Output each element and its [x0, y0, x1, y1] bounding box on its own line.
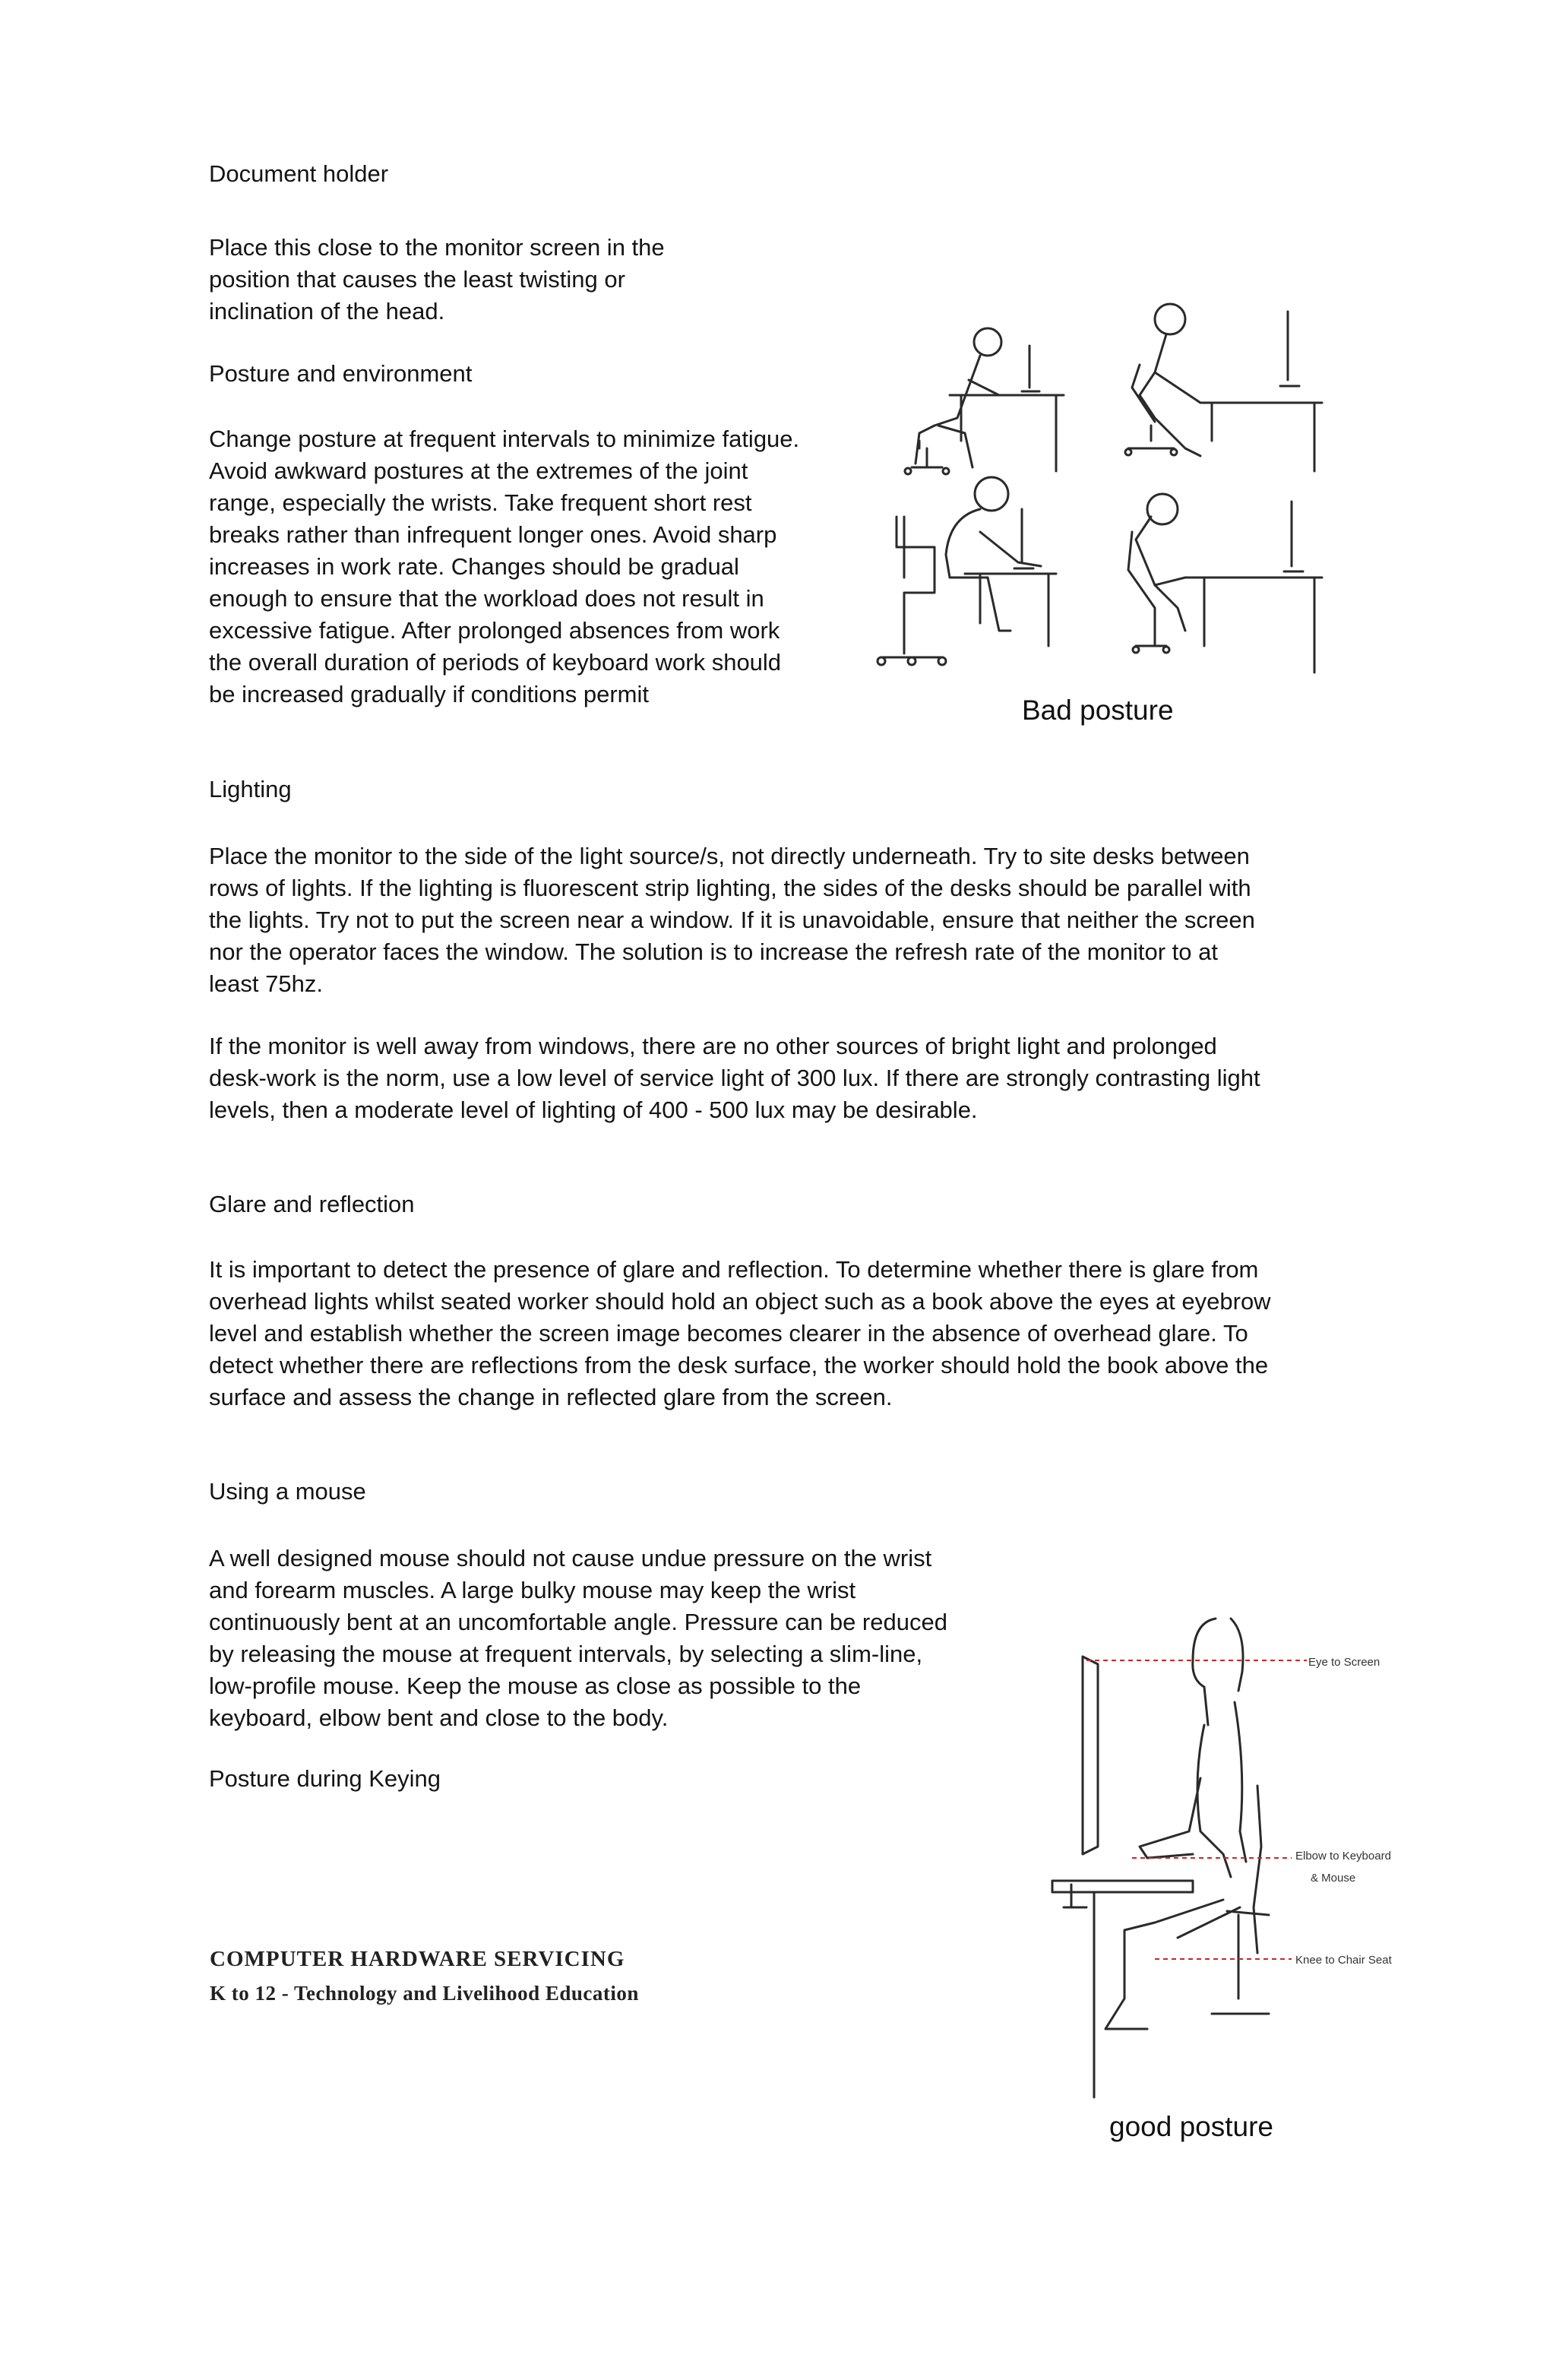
paragraph-document-holder: Place this close to the monitor screen in the position that causes the least twisting or inclination of the head. [209, 234, 665, 324]
heading-posture-environment: Posture and environment [209, 360, 473, 387]
bad-posture-figure-3 [878, 477, 1056, 665]
bad-posture-figure-2 [1125, 304, 1322, 471]
paragraph-lighting-2: If the monitor is well away from windows, there are no other sources of bright light and prolonged desk-work is the norm, use a low level of service light of 300 lux. If there are strongly contrasting light levels, then a moderate level of lighting of 400 - 500 lux may be desirable. [209, 1033, 1260, 1123]
elbow-to-keyboard-label: Elbow to Keyboard [1295, 1850, 1391, 1863]
heading-posture-keying: Posture during Keying [209, 1765, 441, 1792]
bad-posture-illustration [866, 289, 1352, 684]
bad-posture-figure-4 [1128, 494, 1322, 673]
knee-to-chair-label: Knee to Chair Seat [1295, 1954, 1392, 1967]
paragraph-posture-environment: Change posture at frequent intervals to minimize fatigue. Avoid awkward postures at the extremes of the joint range, especially the wrists. Take frequent short rest breaks rather than infrequent longer ones. Avoid sharp increases in work rate. Changes should be gradual enough to ensure that the workload does not result in excessive fatigue. After prolonged absences from work the overall duration of periods of keyboard work should be increased gradually if conditions permit [209, 426, 800, 707]
heading-using-mouse: Using a mouse [209, 1478, 366, 1505]
heading-lighting: Lighting [209, 776, 292, 802]
footer-course-title: COMPUTER HARDWARE SERVICING [210, 1947, 625, 1971]
heading-document-holder: Document holder [209, 160, 389, 187]
good-posture-caption: good posture [1109, 2111, 1274, 2142]
paragraph-glare-reflection: It is important to detect the presence of glare and reflection. To determine whether there is glare from overhead lights whilst seated worker should hold an object such as a book above the eyes at eyebrow level and establish whether the screen image becomes clearer in the absence of overhead glare. To detect whether there are reflections from the desk surface, the worker should hold the book above the surface and assess the change in reflected glare from the screen. [209, 1256, 1271, 1410]
elbow-to-mouse-label: & Mouse [1311, 1872, 1356, 1885]
heading-glare-reflection: Glare and reflection [209, 1191, 415, 1217]
eye-to-screen-label: Eye to Screen [1308, 1656, 1380, 1669]
bad-posture-caption: Bad posture [1022, 695, 1174, 726]
good-posture-illustration [1041, 1603, 1392, 2105]
bad-posture-figure-1 [905, 328, 1064, 474]
footer-program-title: K to 12 - Technology and Livelihood Education [210, 1982, 639, 2005]
paragraph-lighting-1: Place the monitor to the side of the light source/s, not directly underneath. Try to site desks between rows of lights. If the lighting is fluorescent strip lighting, the sides of the desks should be parallel with the lights. Try not to put the screen near a window. If it is unavoidable, ensure that neither the screen nor the operator faces the window. The solution is to increase the refresh rate of the monitor to at least 75hz. [209, 843, 1255, 997]
paragraph-using-mouse: A well designed mouse should not cause undue pressure on the wrist and forearm muscles. A large bulky mouse may keep the wrist continuously bent at an uncomfortable angle. Pressure can be reduced by releasing the mouse at frequent intervals, by selecting a slim-line, low-profile mouse. Keep the mouse as close as possible to the keyboard, elbow bent and close to the body. [209, 1545, 947, 1731]
